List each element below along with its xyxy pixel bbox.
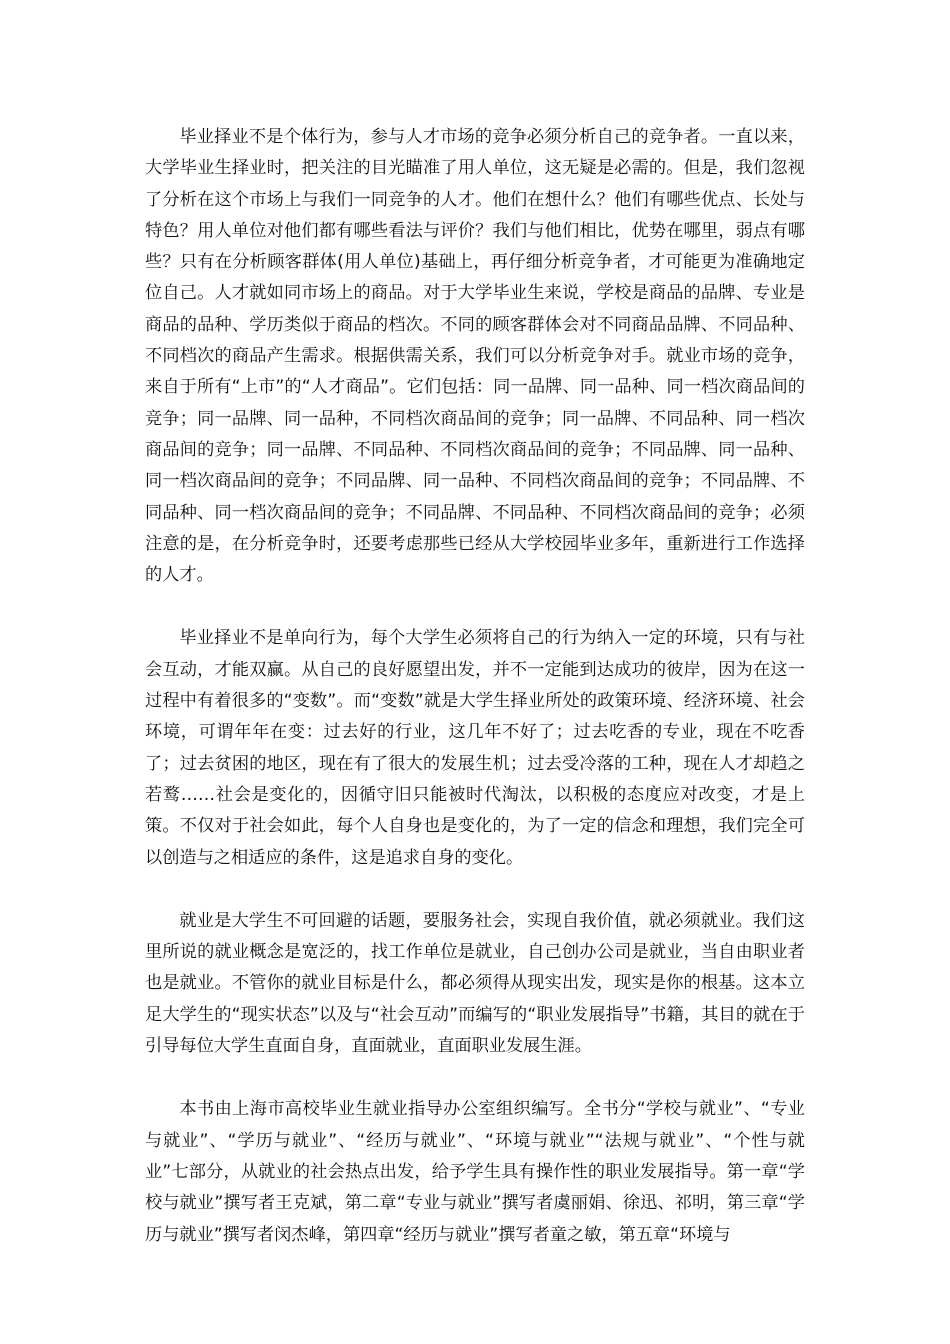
paragraph-book-intro: 本书由上海市高校毕业生就业指导办公室组织编写。全书分“学校与就业”、“专业与就业”、“学历与就业”、“经历与就业”、“环境与就业”“法规与就业”、“个性与就业”七部分，从就业的社会热点出发，给予学生具有操作性的职业发展指导。第一章“学校与就业”撰写者王克斌，第二章“专业与就业”撰写者虞丽娟、徐迅、祁明，第三章“学历与就业”撰写者闵杰峰，第四章“经历与就业”撰写者童之敏，第五章“环境与	[145, 1099, 805, 1245]
paragraph-competitors: 毕业择业不是个体行为，参与人才市场的竞争必须分析自己的竞争者。一直以来，大学毕业生择业时，把关注的目光瞄准了用人单位，这无疑是必需的。但是，我们忽视了分析在这个市场上与我们一同竞争的人才。他们在想什么？他们有哪些优点、长处与特色？用人单位对他们都有哪些看法与评价？我们与他们相比，优势在哪里，弱点有哪些？只有在分析顾客群体(用人单位)基础上，再仔细分析竞争者，才可能更为准确地定位自己。人才就如同市场上的商品。对于大学毕业生来说，学校是商品的品牌、专业是商品的品种、学历类似于商品的档次。不同的顾客群体会对不同商品品牌、不同品种、不同档次的商品产生需求。根据供需关系，我们可以分析竞争对手。就业市场的竞争，来自于所有“上市”的“人才商品”。它们包括：同一品牌、同一品种、同一档次商品间的竞争；同一品牌、同一品种，不同档次商品间的竞争；同一品牌、不同品种、同一档次商品间的竞争；同一品牌、不同品种、不同档次商品间的竞争；不同品牌、同一品种、同一档次商品间的竞争；不同品牌、同一品种、不同档次商品间的竞争；不同品牌、不同品种、同一档次商品间的竞争；不同品牌、不同品种、不同档次商品间的竞争；必须注意的是，在分析竞争时，还要考虑那些已经从大学校园毕业多年，重新进行工作选择的人才。	[145, 127, 805, 586]
paragraph-employment: 就业是大学生不可回避的话题，要服务社会，实现自我价值，就必须就业。我们这里所说的就业概念是宽泛的，找工作单位是就业，自己创办公司是就业，当自由职业者也是就业。不管你的就业目标是什么，都必须得从现实出发，现实是你的根基。这本立足大学生的“现实状态”以及与“社会互动”而编写的“职业发展指导”书籍，其目的就在于引导每位大学生直面自身，直面就业，直面职业发展生涯。	[145, 910, 805, 1057]
document-body	[145, 122, 805, 1251]
paragraph-environment: 毕业择业不是单向行为，每个大学生必须将自己的行为纳入一定的环境，只有与社会互动，才能双赢。从自己的良好愿望出发，并不一定能到达成功的彼岸，因为在这一过程中有着很多的“变数”。而“变数”就是大学生择业所处的政策环境、经济环境、社会环境，可谓年年在变：过去好的行业，这几年不好了；过去吃香的专业，现在不吃香了；过去贫困的地区，现在有了很大的发展生机；过去受冷落的工种，现在人才却趋之若鹜……社会是变化的，因循守旧只能被时代淘汰，以积极的态度应对改变，才是上策。不仅对于社会如此，每个人自身也是变化的，为了一定的信念和理想，我们完全可以创造与之相适应的条件，这是追求自身的变化。	[145, 628, 805, 868]
